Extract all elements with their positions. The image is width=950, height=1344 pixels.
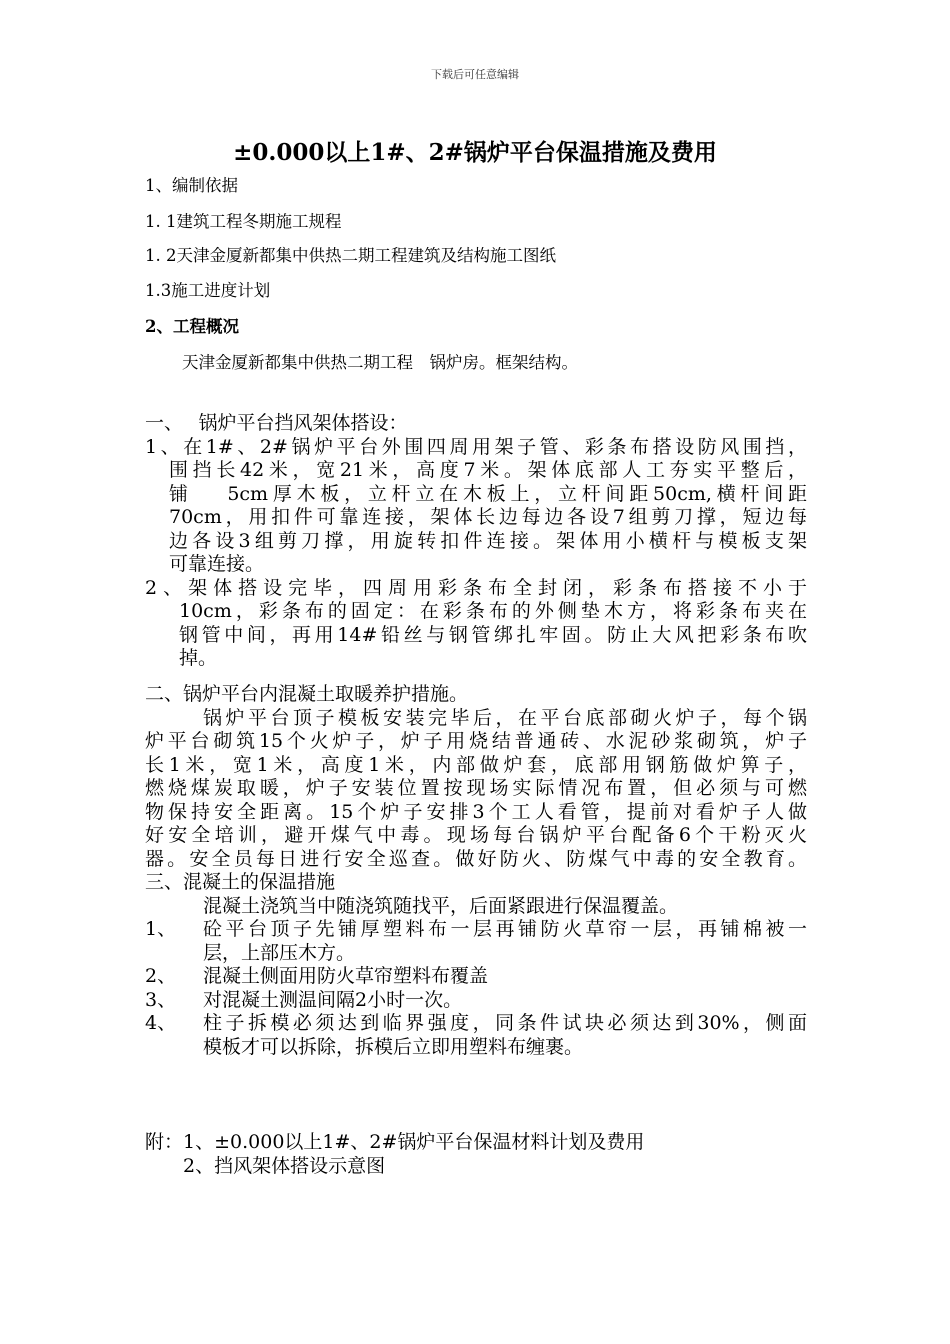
section-3-item-2 — [145, 965, 807, 989]
section-1-item-1-line: 70cm，用扣件可靠连接，架体长边每边各设7组剪刀撑，短边每 — [169, 506, 807, 528]
section-1-item-1-line: 1、在1#、2#锅炉平台外围四周用架子管、彩条布搭设防风围挡， — [145, 435, 807, 458]
section-2-line: 长1米，宽1米，高度1米，内部做炉套，底部用钢筋做炉箅子， — [145, 753, 807, 776]
section-2 — [145, 683, 807, 871]
section-1-item-1-line: 可靠连接。 — [169, 553, 265, 575]
basis-heading: 1、编制依据 — [145, 176, 238, 195]
section-3-heading: 三、混凝土的保温措施 — [145, 871, 336, 893]
item-text-continued: 层，上部压木方。 — [203, 941, 356, 964]
item-number: 4、 — [145, 1012, 177, 1034]
section-2-line: 锅炉平台顶子模板安装完毕后，在平台底部砌火炉子，每个锅 — [203, 706, 807, 729]
item-number: 1、 — [145, 918, 177, 940]
page-header: 下载后可任意编辑 — [431, 68, 519, 81]
item-text: 柱子拆模必须达到临界强度，同条件试块必须达到30%，侧面 — [203, 1012, 807, 1034]
item-text: 砼平台顶子先铺厚塑料布一层再铺防火草帘一层，再铺棉被一 — [203, 918, 807, 940]
section-3-item-1 — [145, 918, 807, 942]
item-number: 3、 — [145, 988, 177, 1011]
basis-item-3: 1.3施工进度计划 — [145, 281, 271, 300]
overview-text: 天津金厦新都集中供热二期工程 锅炉房。框架结构。 — [182, 353, 578, 372]
item-text-continued: 模板才可以拆除，拆模后立即用塑料布缠裹。 — [203, 1035, 584, 1058]
appendix-line-1: 附：1、±0.000以上1#、2#锅炉平台保温材料计划及费用 — [145, 1131, 645, 1153]
section-3-item-4 — [145, 1012, 807, 1036]
item-number: 2、 — [145, 965, 177, 987]
section-2-line: 器。安全员每日进行安全巡查。做好防火、防煤气中毒的安全教育。 — [145, 847, 807, 870]
section-2-line: 物保持安全距离。15个炉子安排3个工人看管，提前对看炉子人做 — [145, 800, 807, 823]
section-1 — [145, 412, 807, 671]
document-title: ±0.000以上1#、2#锅炉平台保温措施及费用 — [233, 139, 717, 166]
section-2-line: 燃烧煤炭取暖，炉子安装位置按现场实际情况布置，但必须与可燃 — [145, 777, 807, 799]
section-2-line: 好安全培训，避开煤气中毒。现场每台锅炉平台配备6个干粉灭火 — [145, 824, 807, 846]
appendix — [145, 1131, 807, 1178]
section-3 — [145, 871, 807, 1059]
item-text: 混凝土侧面用防火草帘塑料布覆盖 — [203, 965, 489, 987]
basis-item-2: 1. 2天津金厦新都集中供热二期工程建筑及结构施工图纸 — [145, 246, 556, 265]
section-1-item-2-line: 2、架体搭设完毕，四周用彩条布全封闭，彩条布搭接不小于 — [145, 576, 807, 599]
item-text: 对混凝土测温间隔2小时一次。 — [203, 988, 463, 1011]
section-2-line: 炉平台砌筑15个火炉子，炉子用烧结普通砖、水泥砂浆砌筑，炉子 — [145, 730, 807, 752]
section-1-item-2-line: 10cm，彩条布的固定：在彩条布的外侧垫木方，将彩条布夹在 — [179, 600, 807, 622]
overview-heading: 2、工程概况 — [145, 317, 239, 336]
basis-item-1: 1. 1建筑工程冬期施工规程 — [145, 212, 342, 231]
section-1-item-1-line: 边各设3组剪刀撑，用旋转扣件连接。架体用小横杆与模板支架 — [169, 529, 807, 552]
section-3-item-3 — [145, 989, 807, 1013]
section-2-heading: 二、锅炉平台内混凝土取暖养护措施。 — [145, 683, 469, 705]
section-1-item-1-line: 铺 5cm厚木板，立杆立在木板上，立杆间距50cm,横杆间距 — [169, 482, 807, 505]
section-3-intro: 混凝土浇筑当中随浇筑随找平，后面紧跟进行保温覆盖。 — [203, 894, 679, 917]
appendix-line-2: 2、挡风架体搭设示意图 — [183, 1154, 386, 1177]
section-1-item-2-line: 钢管中间，再用14#铅丝与钢管绑扎牢固。防止大风把彩条布吹 — [179, 623, 807, 646]
section-1-item-1-line: 围挡长42米，宽21米，高度7米。架体底部人工夯实平整后， — [169, 459, 807, 481]
section-1-item-2-line: 掉。 — [179, 647, 218, 669]
section-1-heading: 一、 锅炉平台挡风架体搭设： — [145, 412, 408, 434]
